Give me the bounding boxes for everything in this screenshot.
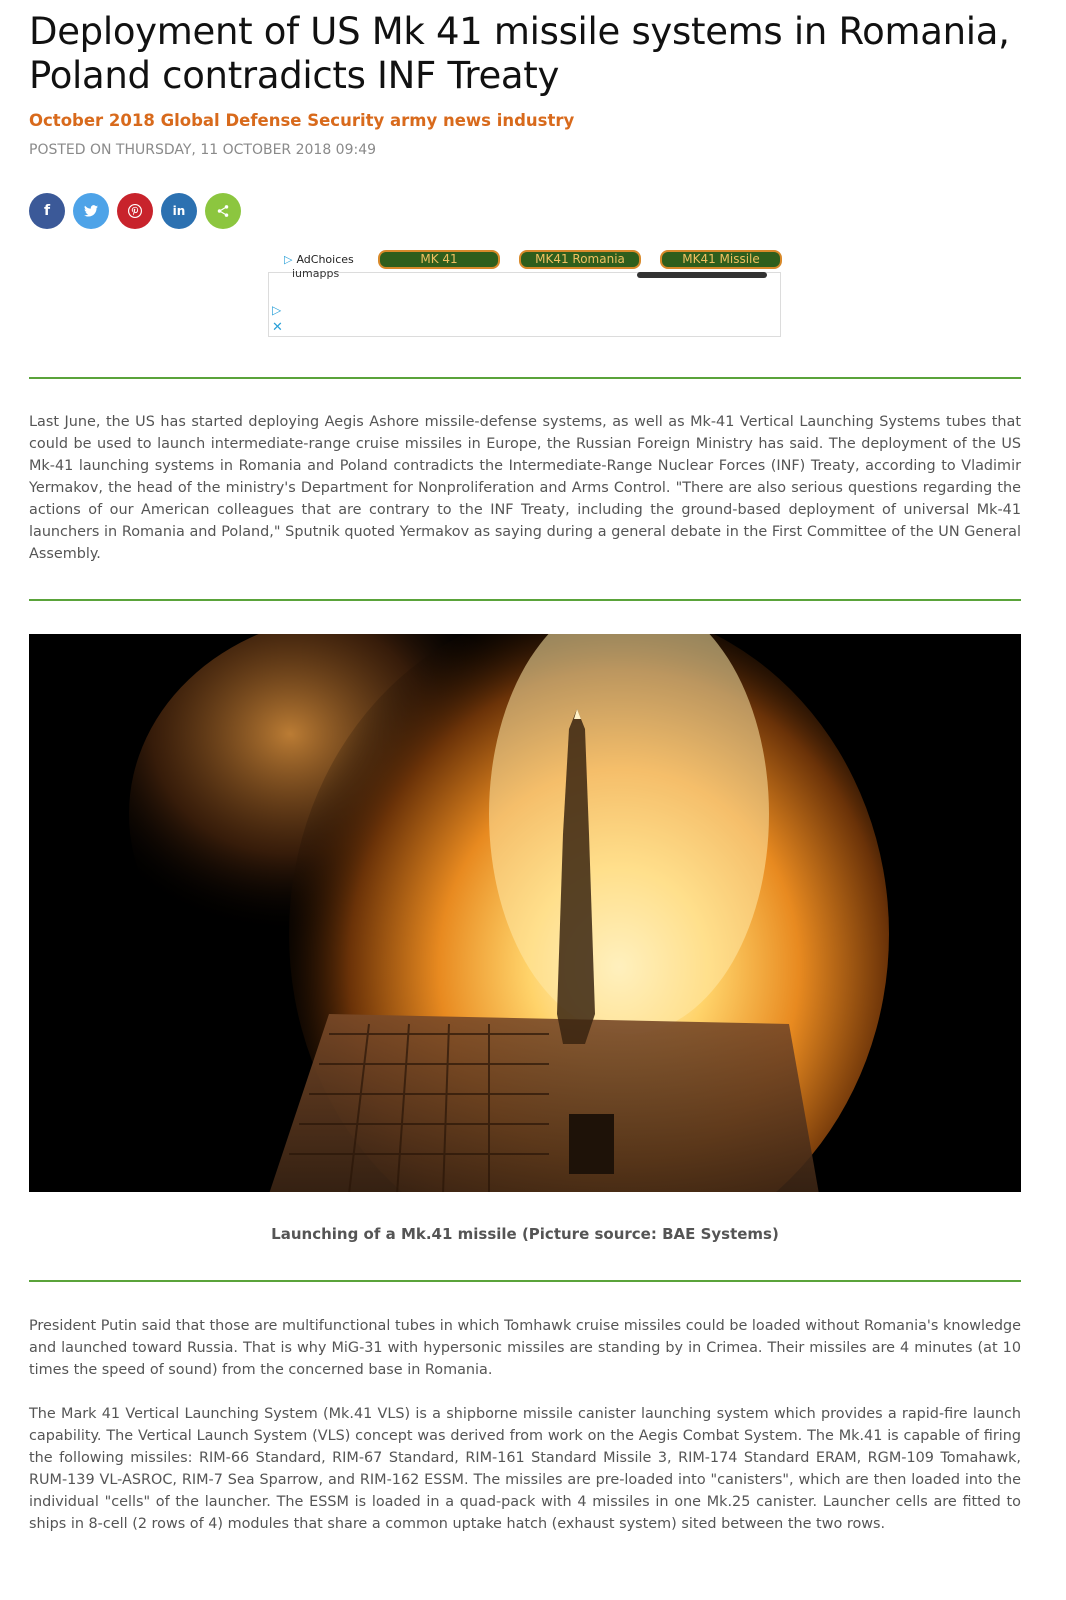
linkedin-share-button[interactable] <box>161 193 197 229</box>
pinterest-icon <box>128 204 142 218</box>
ad-advertiser: iumapps <box>292 267 340 280</box>
missile-launch-photo <box>29 634 1021 1192</box>
photo-caption: Launching of a Mk.41 missile (Picture source: BAE Systems) <box>271 1225 779 1243</box>
ad-keyword-mk41-missile[interactable]: MK41 Missile <box>660 250 782 269</box>
share-button[interactable] <box>205 193 241 229</box>
facebook-icon: f <box>43 203 51 219</box>
ad-keyword-mk41-romania[interactable]: MK41 Romania <box>519 250 641 269</box>
ad-progress-bar <box>637 272 767 278</box>
paragraph-1: Last June, the US has started deploying Aegis Ashore missile-defense systems, as well as Mk-41 Vertical Launching Systems tubes that could be used to launch intermediate-range cruise missiles in Europe, the Russian Foreign Ministry has said. The deployment of the US Mk-41 launching systems in Romania and Poland contradicts the Intermediate-Range Nuclear Forces (INF) Treaty, according to Vladimir Yermakov, the head of the ministry's Department for Nonproliferation and Arms Control. "There are also serious questions regarding the actions of our American colleagues that are contrary to the INF Treaty, including the ground-based deployment of universal Mk-41 launchers in Romania and Poland," Sputnik quoted Yermakov as saying during a general debate in the First Committee of the UN General Assembly. <box>29 414 1021 562</box>
share-bar <box>29 193 241 229</box>
posted-date: POSTED ON THURSDAY, 11 OCTOBER 2018 09:49 <box>29 142 377 158</box>
twitter-icon <box>84 205 98 217</box>
share-icon <box>216 204 230 218</box>
twitter-share-button[interactable] <box>73 193 109 229</box>
divider <box>29 599 1021 601</box>
ad-frame[interactable] <box>268 267 781 337</box>
article-title: Deployment of US Mk 41 missile systems in Romania, Poland contradicts INF Treaty <box>29 10 1010 97</box>
facebook-share-button[interactable] <box>29 193 65 229</box>
ad-keyword-mk41[interactable]: MK 41 <box>378 250 500 269</box>
divider <box>29 377 1021 379</box>
linkedin-icon: in <box>172 204 186 218</box>
category-link[interactable]: October 2018 Global Defense Security army news industry <box>29 111 575 130</box>
ad-close-icon[interactable]: ✕ <box>272 320 283 335</box>
adchoices-icon: ▷ <box>284 253 293 266</box>
missile-launch-illustration <box>29 634 1021 1192</box>
adchoices-label: AdChoices <box>296 253 354 266</box>
ad-play-icon[interactable]: ▷ <box>272 303 282 317</box>
paragraph-2: President Putin said that those are multifunctional tubes in which Tomhawk cruise missiles could be loaded without Romania's knowledge and launched toward Russia. That is why MiG-31 with hypersonic missiles are standing by in Crimea. Their missiles are 4 minutes (at 10 times the speed of sound) from the concerned base in Romania. <box>29 1318 1021 1378</box>
adchoices-link[interactable] <box>284 253 354 266</box>
pinterest-share-button[interactable] <box>117 193 153 229</box>
ad-unit <box>268 250 781 337</box>
divider <box>29 1280 1021 1282</box>
paragraph-3: The Mark 41 Vertical Launching System (Mk.41 VLS) is a shipborne missile canister launching system which provides a rapid-fire launch capability. The Vertical Launch System (VLS) concept was derived from work on the Aegis Combat System. The Mk.41 is capable of firing the following missiles: RIM-66 Standard, RIM-67 Standard, RIM-161 Standard Missile 3, RIM-174 Standard ERAM, RGM-109 Tomahawk, RUM-139 VL-ASROC, RIM-7 Sea Sparrow, and RIM-162 ESSM. The missiles are pre-loaded into "canisters", which are then loaded into the individual "cells" of the launcher. The ESSM is loaded in a quad-pack with 4 missiles in one Mk.25 canister. Launcher cells are fitted to ships in 8-cell (2 rows of 4) modules that share a common uptake hatch (exhaust system) sited between the two rows. <box>29 1406 1021 1532</box>
